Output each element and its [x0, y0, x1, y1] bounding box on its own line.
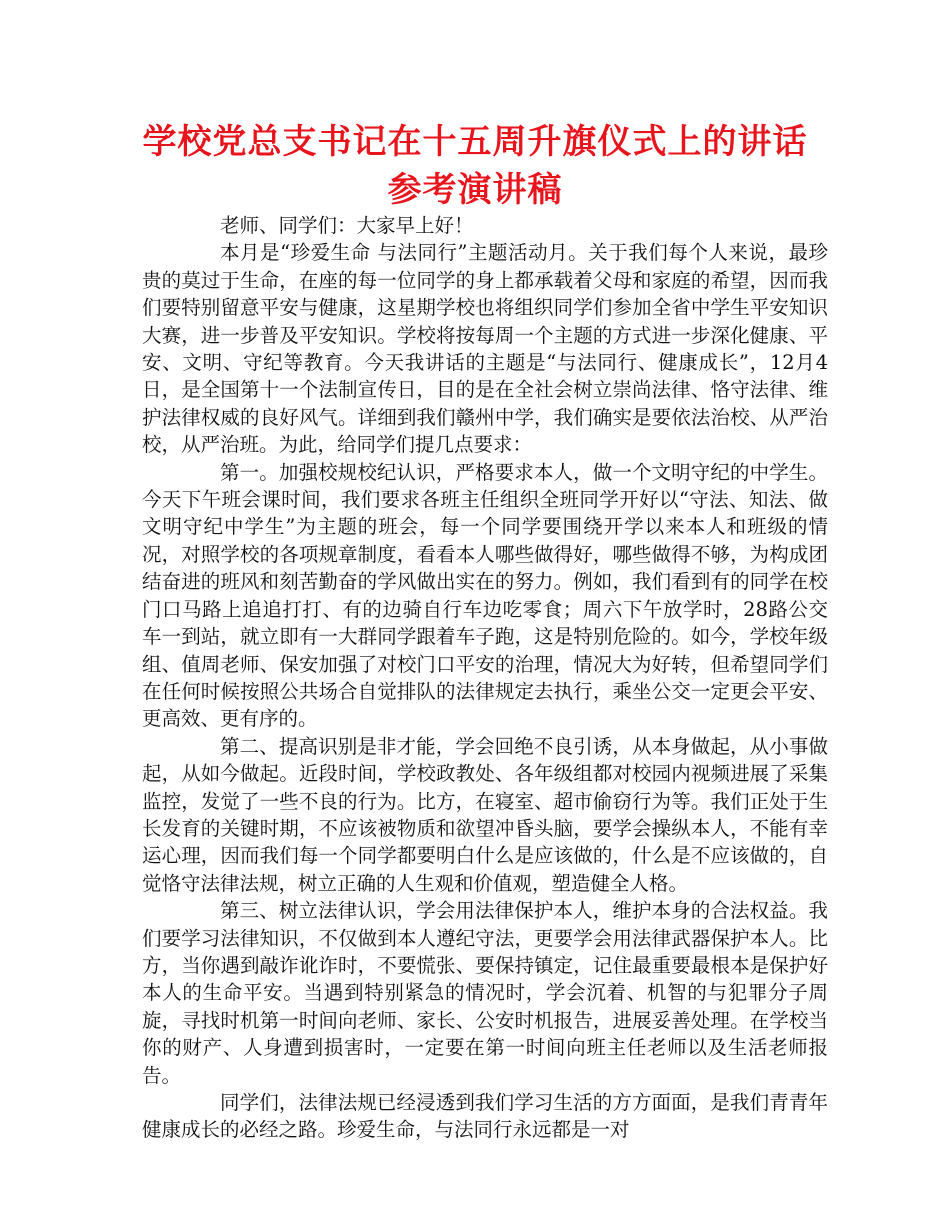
third-point-paragraph: 第三、树立法律认识，学会用法律保护本人，维护本身的合法权益。我们要学习法律知识，不仅做到本人遵纪守法，更要学会用法律武器保护本人。比方，当你遇到敲诈讹诈时，不要慌张、要保持镇定，记住最重要最根本是保护好本人的生命平安。当遇到特别紧急的情况时，学会沉着、机智的与犯罪分子周旋，寻找时机第一时间向老师、家长、公安时机报告，进展妥善处理。在学校当你的财产、人身遭到损害时，一定要在第一时间向班主任老师以及生活老师报告。: [142, 899, 828, 1087]
closing-paragraph: 同学们，法律法规已经浸透到我们学习生活的方方面面，是我们青青年健康成长的必经之路。珍爱生命，与法同行永远都是一对: [142, 1091, 828, 1142]
document-title: 学校党总支书记在十五周升旗仪式上的讲话参考演讲稿: [142, 122, 808, 210]
second-point-paragraph: 第二、提高识别是非才能，学会回绝不良引诱，从本身做起，从小事做起，从如今做起。近段时间，学校政教处、各年级组都对校园内视频进展了采集监控，发觉了一些不良的行为。比方，在寝室、超市偷窃行为等。我们正处于生长发育的关键时期，不应该被物质和欲望冲昏头脑，要学会操纵本人，不能有幸运心理，因而我们每一个同学都要明白什么是应该做的，什么是不应该做的，自觉恪守法律法规，树立正确的人生观和价值观，塑造健全人格。: [142, 734, 828, 895]
first-point-paragraph: 第一。加强校规校纪认识，严格要求本人，做一个文明守纪的中学生。今天下午班会课时间，我们要求各班主任组织全班同学开好以“守法、知法、做文明守纪中学生”为主题的班会，每一个同学要围绕开学以来本人和班级的情况，对照学校的各项规章制度，看看本人哪些做得好，哪些做得不够，为构成团结奋进的班风和刻苦勤奋的学风做出实在的努力。例如，我们看到有的同学在校门口马路上追追打打、有的边骑自行车边吃零食；周六下午放学时，28路公交车一到站，就立即有一大群同学跟着车子跑，这是特别危险的。如今，学校年级组、值周老师、保安加强了对校门口平安的治理，情况大为好转，但希望同学们在任何时候按照公共场合自觉排队的法律规定去执行，乘坐公交一定更会平安、更高效、更有序的。: [142, 460, 828, 731]
document-body: [142, 212, 828, 1144]
intro-paragraph: 本月是“珍爱生命 与法同行”主题活动月。关于我们每个人来说，最珍贵的莫过于生命，在座的每一位同学的身上都承载着父母和家庭的希望，因而我们要特别留意平安与健康，这星期学校也将组织同学们参加全省中学生平安知识大赛，进一步普及平安知识。学校将按每周一个主题的方式进一步深化健康、平安、文明、守纪等教育。今天我讲话的主题是“与法同行、健康成长”，12月4日，是全国第十一个法制宣传日，目的是在全社会树立崇尚法律、恪守法律、维护法律权威的良好风气。详细到我们赣州中学，我们确实是要依法治校、从严治校，从严治班。为此，给同学们提几点要求：: [142, 241, 828, 457]
greeting-paragraph: 老师、同学们：大家早上好！: [220, 214, 474, 237]
